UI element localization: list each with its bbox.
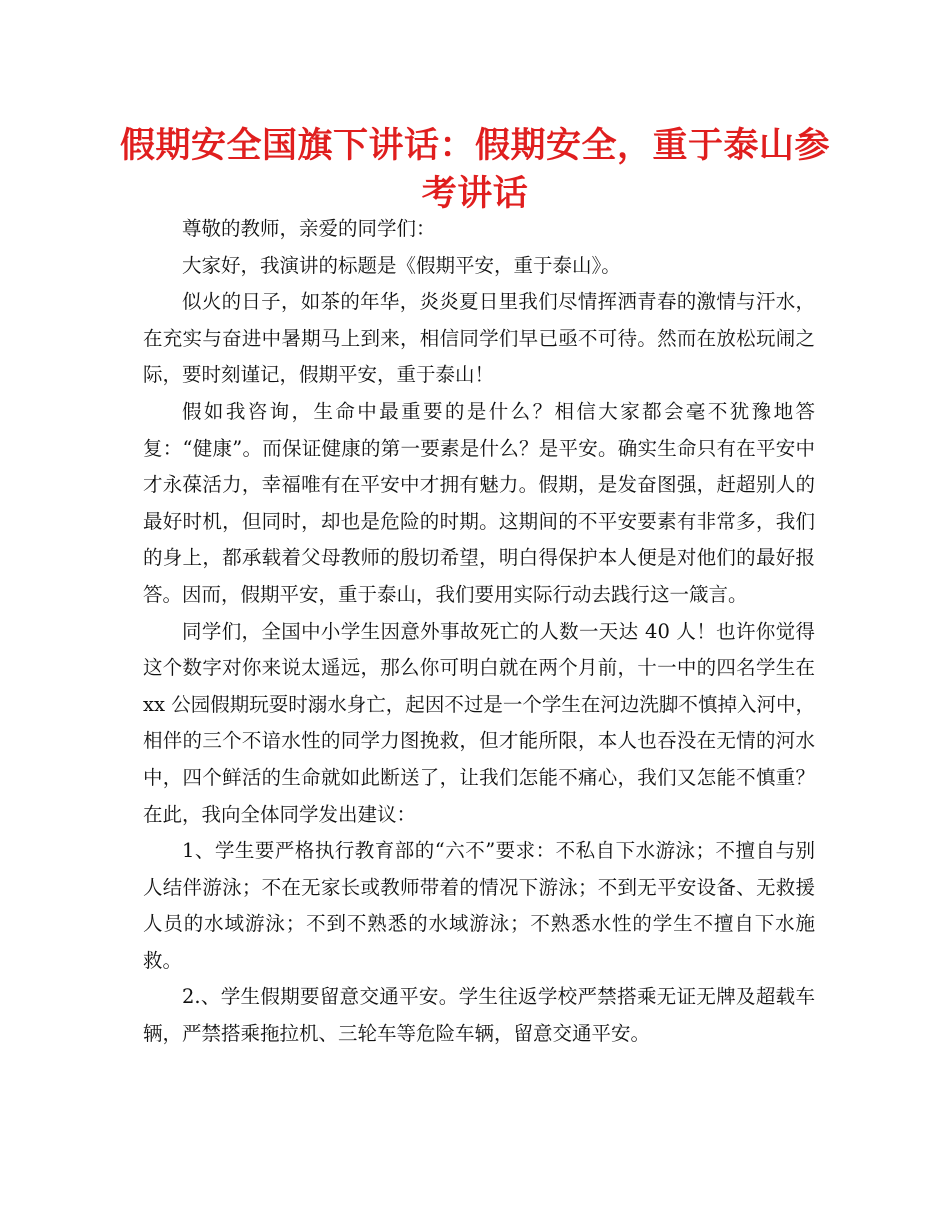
- document-body: [143, 211, 815, 1053]
- paragraph-greeting: 大家好，我演讲的标题是《假期平安，重于泰山》。: [182, 253, 621, 277]
- paragraph-suggestion-2: 2.、学生假期要留意交通平安。学生往返学校严禁搭乘无证无牌及超载车辆，严禁搭乘拖拉机、三轮车等危险车辆，留意交通平安。: [143, 985, 815, 1046]
- paragraph-drowning-incident: 同学们，全国中小学生因意外事故死亡的人数一天达 40 人！也许你觉得这个数字对你来说太遥远，那么你可明白就在两个月前，十一中的四名学生在 xx 公园假期玩耍时溺水身亡，起因不过是一个学生在河边洗脚不慎掉入河中，相伴的三个不谙水性的同学力图挽救，但才能所限，本人也吞没在无情的河水中，四个鲜活的生命就如此断送了，让我们怎能不痛心，我们又怎能不慎重？在此，我向全体同学发出建议：: [143, 619, 815, 826]
- document-title: 假期安全国旗下讲话：假期安全，重于泰山参考讲话: [120, 126, 831, 214]
- paragraph-suggestion-1: 1、学生要严格执行教育部的“六不”要求：不私自下水游泳；不擅自与别人结伴游泳；不在无家长或教师带着的情况下游泳；不到无平安设备、无救援人员的水域游泳；不到不熟悉的水域游泳；不熟悉水性的学生不擅自下水施救。: [143, 839, 815, 972]
- paragraph-intro: 似火的日子，如茶的年华，炎炎夏日里我们尽情挥洒青春的激情与汗水，在充实与奋进中暑期马上到来，相信同学们早已亟不可待。然而在放松玩闹之际，要时刻谨记，假期平安，重于泰山！: [143, 290, 815, 387]
- paragraph-salutation: 尊敬的教师，亲爱的同学们：: [182, 217, 436, 240]
- paragraph-safety-importance: 假如我咨询，生命中最重要的是什么？相信大家都会毫不犹豫地答复：“健康”。而保证健康的第一要素是什么？是平安。确实生命只有在平安中才永葆活力，幸福唯有在平安中才拥有魅力。假期，是发奋图强，赶超别人的最好时机，但同时，却也是危险的时期。这期间的不平安要素有非常多，我们的身上，都承载着父母教师的殷切希望，明白得保护本人便是对他们的最好报答。因而，假期平安，重于泰山，我们要用实际行动去践行这一箴言。: [143, 399, 815, 606]
